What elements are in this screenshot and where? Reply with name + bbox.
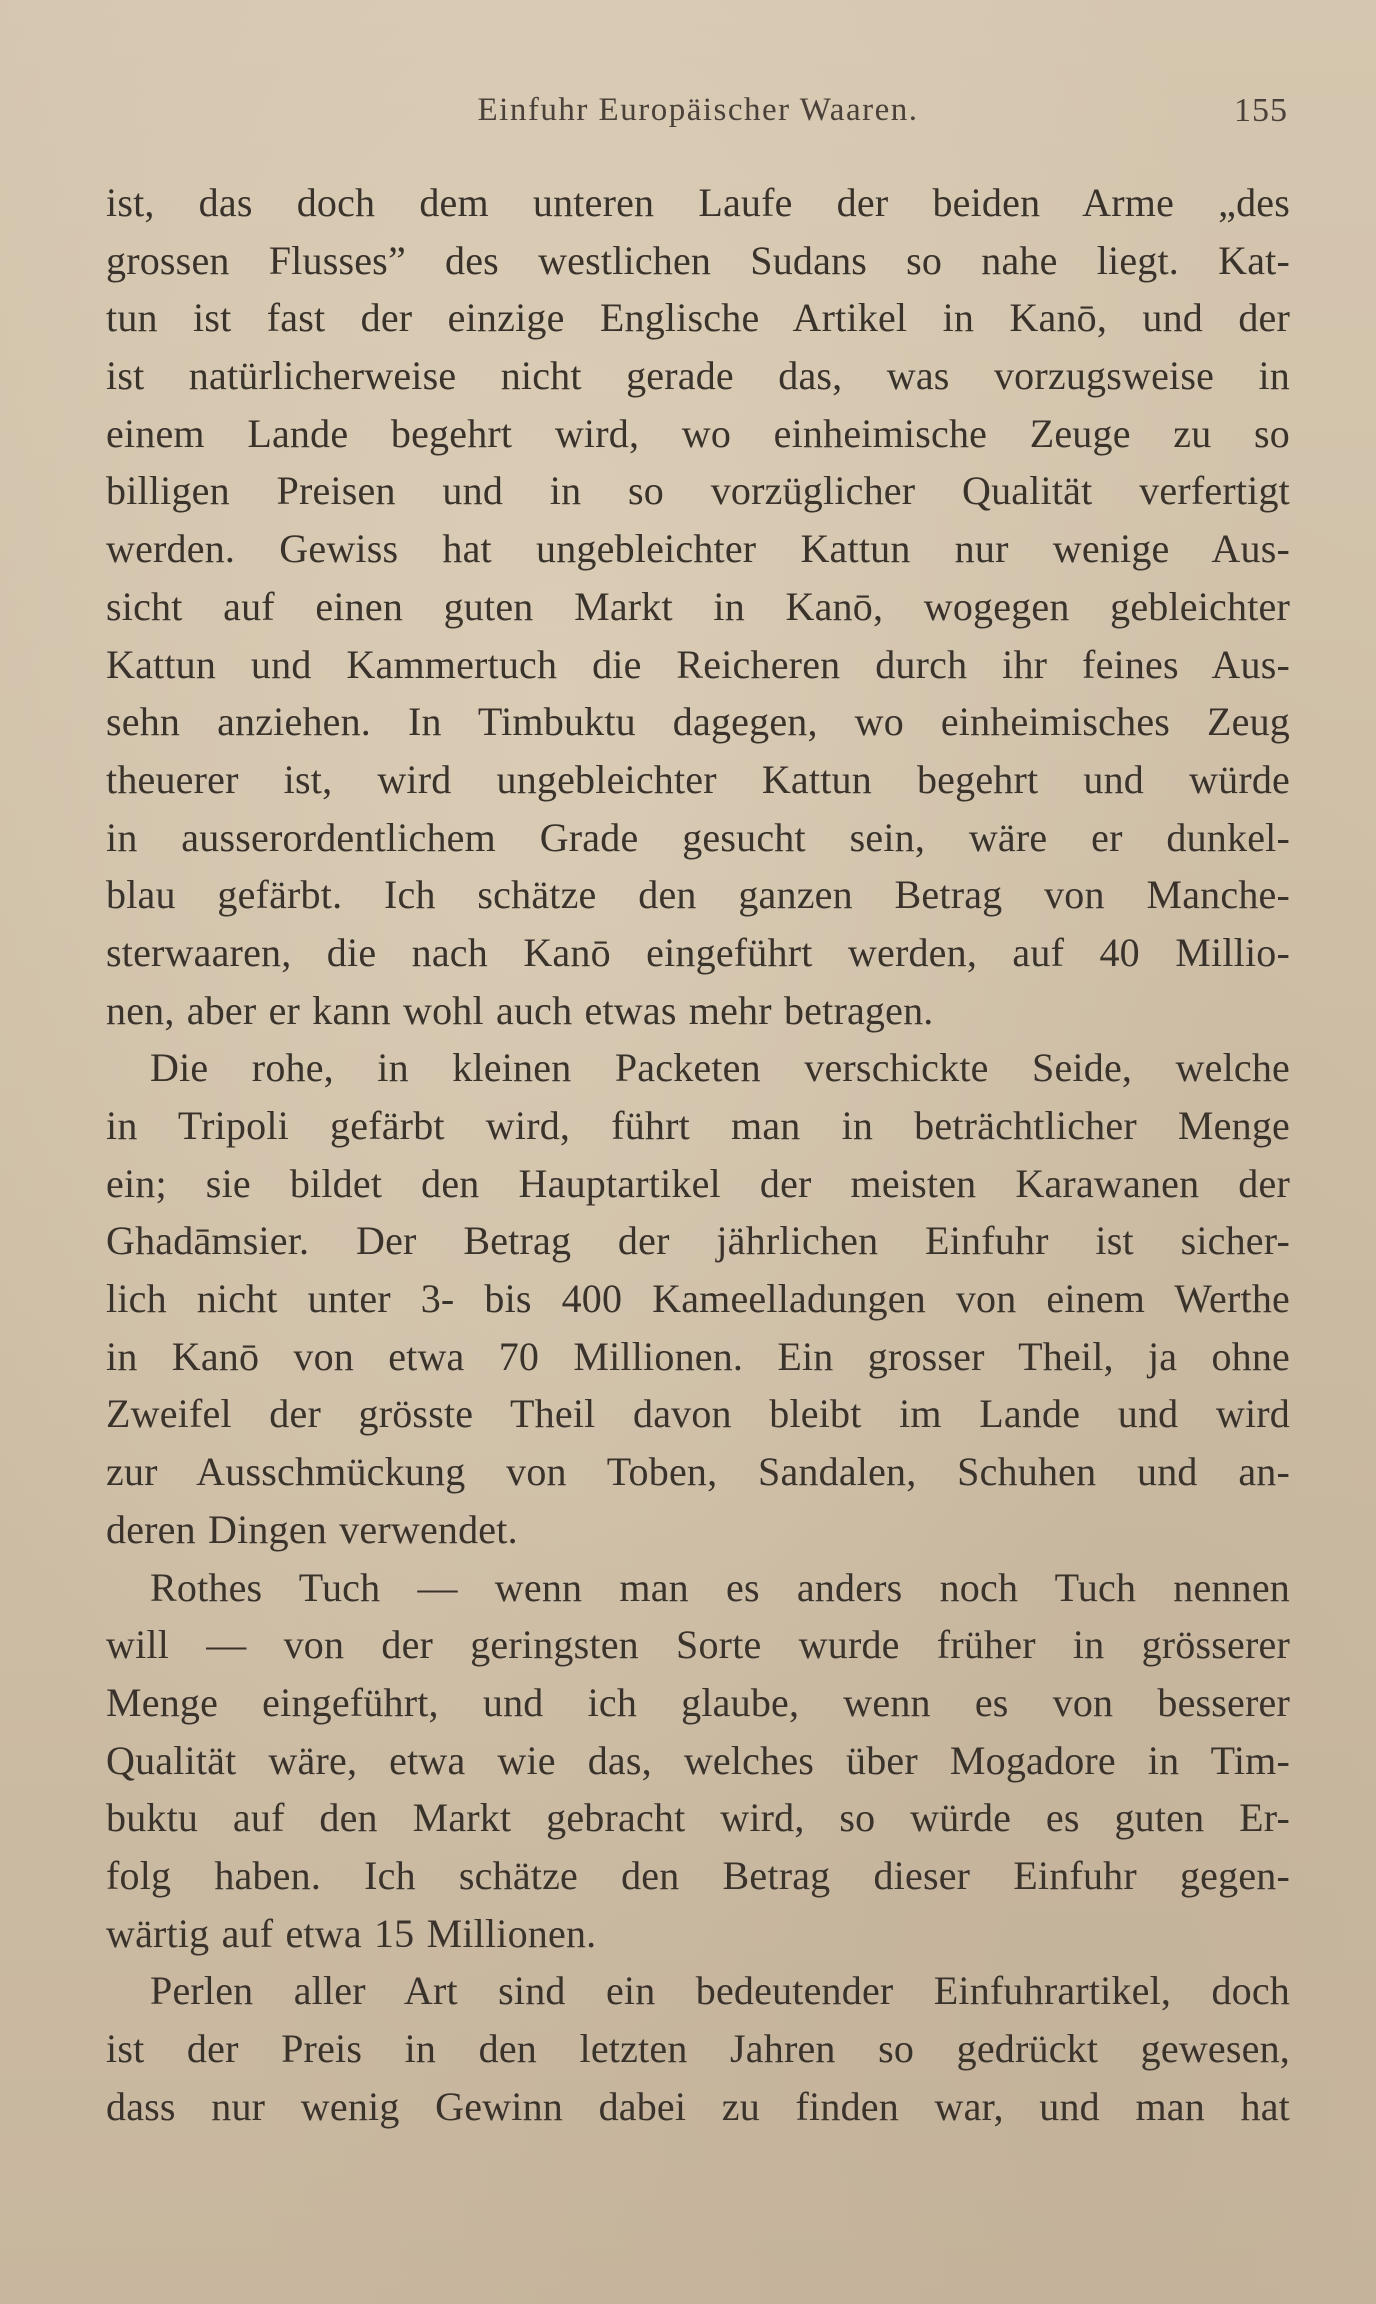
text-line: sterwaaren, die nach Kanō eingeführt werden, auf 40 Millio-: [106, 929, 1290, 975]
text-line: Rothes Tuch — wenn man es anders noch Tuch nennen: [150, 1564, 1290, 1610]
text-line: in Kanō von etwa 70 Millionen. Ein grosser Theil, ja ohne: [106, 1333, 1290, 1379]
text-line: einem Lande begehrt wird, wo einheimische Zeuge zu so: [106, 410, 1290, 456]
text-line: Ghadāmsier. Der Betrag der jährlichen Einfuhr ist sicher-: [106, 1218, 1290, 1264]
text-line: nen, aber er kann wohl auch etwas mehr betragen.: [106, 987, 934, 1033]
text-line: ein; sie bildet den Hauptartikel der meisten Karawanen der: [106, 1160, 1290, 1206]
text-line: billigen Preisen und in so vorzüglicher Qualität verfertigt: [106, 468, 1290, 514]
text-line: sicht auf einen guten Markt in Kanō, wogegen gebleichter: [106, 583, 1290, 629]
text-line: will — von der geringsten Sorte wurde früher in grösserer: [106, 1622, 1290, 1668]
text-line: Qualität wäre, etwa wie das, welches über Mogadore in Tim-: [106, 1737, 1290, 1783]
text-line: wärtig auf etwa 15 Millionen.: [106, 1910, 597, 1956]
text-line: Kattun und Kammertuch die Reicheren durch ihr feines Aus-: [106, 641, 1290, 687]
text-line: deren Dingen verwendet.: [106, 1506, 518, 1552]
text-line: folg haben. Ich schätze den Betrag dieser Einfuhr gegen-: [106, 1852, 1290, 1898]
text-line: grossen Flusses” des westlichen Sudans so nahe liegt. Kat-: [106, 237, 1290, 283]
text-line: tun ist fast der einzige Englische Artikel in Kanō, und der: [106, 295, 1290, 341]
text-line: ist der Preis in den letzten Jahren so gedrückt gewesen,: [106, 2026, 1290, 2071]
running-title: Einfuhr Europäischer Waaren.: [477, 92, 919, 128]
text-line: ist, das doch dem unteren Laufe der beiden Arme „des: [106, 180, 1290, 225]
text-line: sehn anziehen. In Timbuktu dagegen, wo einheimisches Zeug: [106, 699, 1290, 745]
body-text: [106, 174, 1290, 2135]
text-line: blau gefärbt. Ich schätze den ganzen Betrag von Manche-: [106, 872, 1290, 918]
text-line: dass nur wenig Gewinn dabei zu finden war, und man hat: [106, 2083, 1290, 2129]
text-line: ist natürlicherweise nicht gerade das, was vorzugsweise in: [106, 353, 1290, 399]
text-line: zur Ausschmückung von Toben, Sandalen, Schuhen und an-: [106, 1449, 1290, 1495]
text-line: Zweifel der grösste Theil davon bleibt im Lande und wird: [106, 1391, 1290, 1437]
text-line: Die rohe, in kleinen Packeten verschickte Seide, welche: [150, 1045, 1290, 1091]
text-line: Perlen aller Art sind ein bedeutender Einfuhrartikel, doch: [150, 1968, 1290, 2014]
page-number: 155: [1234, 92, 1288, 129]
text-line: in ausserordentlichem Grade gesucht sein, wäre er dunkel-: [106, 814, 1290, 860]
text-line: werden. Gewiss hat ungebleichter Kattun nur wenige Aus-: [106, 526, 1290, 572]
text-line: Menge eingeführt, und ich glaube, wenn es von besserer: [106, 1679, 1290, 1725]
running-header: [108, 92, 1288, 142]
text-line: in Tripoli gefärbt wird, führt man in beträchtlicher Menge: [106, 1103, 1290, 1148]
text-line: lich nicht unter 3- bis 400 Kameelladungen von einem Werthe: [106, 1276, 1290, 1322]
text-line: buktu auf den Markt gebracht wird, so würde es guten Er-: [106, 1795, 1290, 1841]
text-line: theuerer ist, wird ungebleichter Kattun begehrt und würde: [106, 756, 1290, 802]
